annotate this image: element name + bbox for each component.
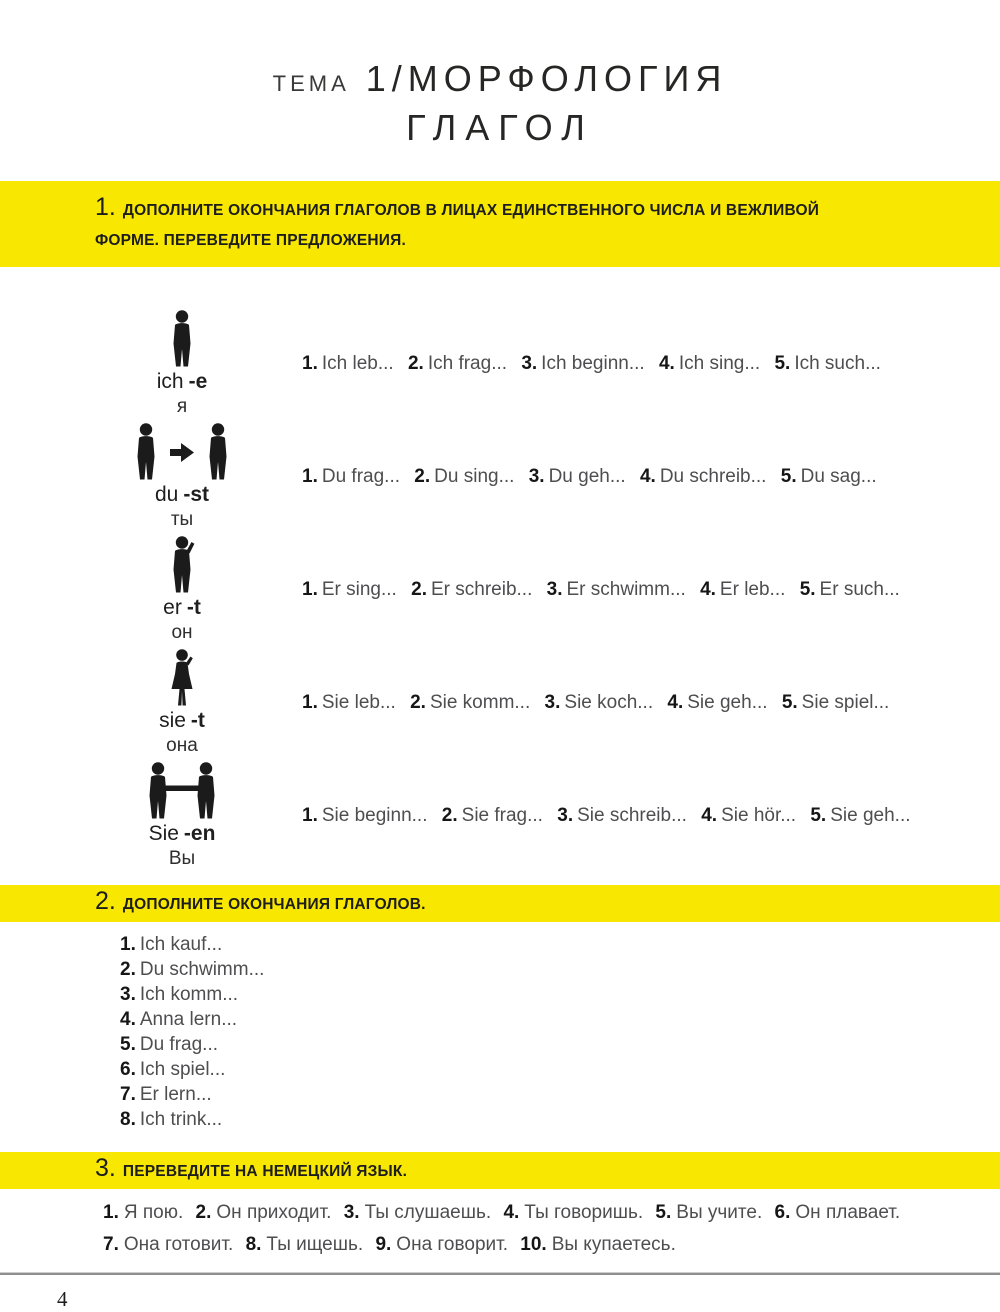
sentence-list <box>276 353 1000 375</box>
sentence-item: 5. Ich such... <box>774 352 881 374</box>
exercise1-body <box>0 307 1000 872</box>
sentence-list <box>276 579 1000 601</box>
ending: -e <box>188 369 208 393</box>
exercise3-number: 3. <box>95 1154 116 1182</box>
sentence-item: 5. Du sag... <box>780 465 877 487</box>
sentence-item: 4. Sie hör... <box>701 804 797 826</box>
pronoun-label <box>88 596 276 620</box>
sentence-list <box>276 466 1000 488</box>
sentence-item: 1. Sie leb... <box>302 691 396 713</box>
sentence-item: 1. Ich leb... <box>302 352 394 374</box>
pronoun-row-ich <box>0 307 1000 420</box>
sentence-item: 1. Er sing... <box>302 578 397 600</box>
ending: -st <box>183 482 210 506</box>
sentence-item: 8. Ты ищешь. <box>245 1234 364 1255</box>
handshake-icon <box>88 762 276 819</box>
exercise1-title: ДОПОЛНИТЕ ОКОНЧАНИЯ ГЛАГОЛОВ В ЛИЦАХ ЕДИНСТВЕННОГО ЧИСЛА И ВЕЖЛИВОЙ ФОРМЕ. ПЕРЕВЕДИТЕ ПРЕДЛОЖЕНИЯ. <box>95 202 820 249</box>
pronoun-label <box>88 709 276 733</box>
man-standing-icon <box>88 310 276 367</box>
sentence-item: 2. Sie frag... <box>441 804 543 826</box>
sentence-item: 10. Вы купаетесь. <box>520 1234 676 1255</box>
sentence-item: 4. Er leb... <box>700 578 786 600</box>
title-line1 <box>0 58 1000 100</box>
ending: -t <box>186 595 201 619</box>
woman-standing-icon <box>88 649 276 706</box>
pronoun: ich <box>156 369 184 393</box>
pronoun-row-du <box>0 420 1000 533</box>
list-item: 2. Du schwimm... <box>120 959 265 980</box>
pronoun-cell <box>88 649 276 757</box>
sentence-item: 4. Ich sing... <box>658 352 761 374</box>
exercise2-header <box>0 885 1000 922</box>
man-phone-icon <box>88 536 276 593</box>
sentence-item: 2. Он приходит. <box>195 1202 332 1223</box>
pronoun: sie <box>159 708 186 732</box>
two-men-arrow-icon <box>88 423 276 480</box>
pronoun: er <box>163 595 182 619</box>
footer-divider <box>0 1272 1000 1275</box>
russian-label: ты <box>170 508 194 530</box>
pronoun: du <box>154 482 179 506</box>
pronoun: Sie <box>148 821 179 845</box>
exercise3-header <box>0 1152 1000 1189</box>
sentence-item: 4. Sie geh... <box>667 691 768 713</box>
sentence-item: 9. Она говорит. <box>375 1234 508 1255</box>
sentence-item: 2. Er schreib... <box>411 578 533 600</box>
sentence-item: 5. Sie spiel... <box>781 691 890 713</box>
russian-label: Вы <box>168 847 196 869</box>
ending: -t <box>190 708 205 732</box>
sentence-item: 3. Sie schreib... <box>557 804 687 826</box>
sentence-item: 5. Er such... <box>799 578 900 600</box>
pronoun-cell <box>88 762 276 870</box>
sentence-item: 2. Ich frag... <box>407 352 508 374</box>
sentence-item: 3. Er schwimm... <box>546 578 686 600</box>
title-prefix: ТЕМА <box>272 71 350 96</box>
pronoun-row-er <box>0 533 1000 646</box>
sentence-item: 3. Ты слушаешь. <box>343 1202 492 1223</box>
sentence-item: 3. Du geh... <box>528 465 626 487</box>
sentence-item: 6. Он плавает. <box>774 1202 901 1223</box>
title-main: 1/МОРФОЛОГИЯ <box>365 58 728 99</box>
russian-label: он <box>171 621 193 643</box>
pronoun-cell <box>88 423 276 531</box>
list-item: 6. Ich spiel... <box>120 1059 226 1080</box>
list-item: 1. Ich kauf... <box>120 934 223 955</box>
exercise3-body <box>103 1197 964 1261</box>
sentence-item: 1. Я пою. <box>103 1202 184 1223</box>
pronoun-label <box>88 822 276 846</box>
sentence-item: 1. Du frag... <box>302 465 401 487</box>
sentence-item: 1. Sie beginn... <box>302 804 428 826</box>
list-item: 8. Ich trink... <box>120 1109 223 1130</box>
sentence-item: 3. Ich beginn... <box>521 352 645 374</box>
sentence-item: 4. Du schreib... <box>639 465 767 487</box>
title-line2: ГЛАГОЛ <box>406 107 594 148</box>
sentence-list <box>276 692 1000 714</box>
pronoun-row-sie <box>0 646 1000 759</box>
pronoun-label <box>88 483 276 507</box>
sentence-item: 5. Вы учите. <box>655 1202 763 1223</box>
sentence-item: 2. Sie komm... <box>410 691 531 713</box>
exercise3-title: ПЕРЕВЕДИТЕ НА НЕМЕЦКИЙ ЯЗЫК. <box>122 1163 408 1180</box>
list-item: 3. Ich komm... <box>120 984 239 1005</box>
exercise2-number: 2. <box>95 887 116 915</box>
list-item: 7. Er lern... <box>120 1084 212 1105</box>
pronoun-row-Sie <box>0 759 1000 872</box>
pronoun-label <box>88 370 276 394</box>
sentence-item: 7. Она готовит. <box>103 1234 234 1255</box>
sentence-item: 3. Sie koch... <box>544 691 654 713</box>
list-item: 4. Anna lern... <box>120 1009 238 1030</box>
russian-label: я <box>176 395 188 417</box>
sentence-item: 5. Sie geh... <box>810 804 911 826</box>
page-number: 4 <box>57 1287 68 1311</box>
sentence-item: 2. Du sing... <box>414 465 515 487</box>
sentence-list <box>276 805 1000 827</box>
exercise1-header <box>0 181 1000 267</box>
page-title <box>0 0 1000 149</box>
pronoun-cell <box>88 536 276 644</box>
sentence-item: 4. Ты говоришь. <box>503 1202 644 1223</box>
russian-label: она <box>166 734 198 756</box>
exercise2-title: ДОПОЛНИТЕ ОКОНЧАНИЯ ГЛАГОЛОВ. <box>122 896 426 913</box>
pronoun-cell <box>88 310 276 418</box>
ending: -en <box>183 821 216 845</box>
exercise2-body <box>120 932 1000 1132</box>
list-item: 5. Du frag... <box>120 1034 219 1055</box>
exercise1-number: 1. <box>95 193 116 221</box>
